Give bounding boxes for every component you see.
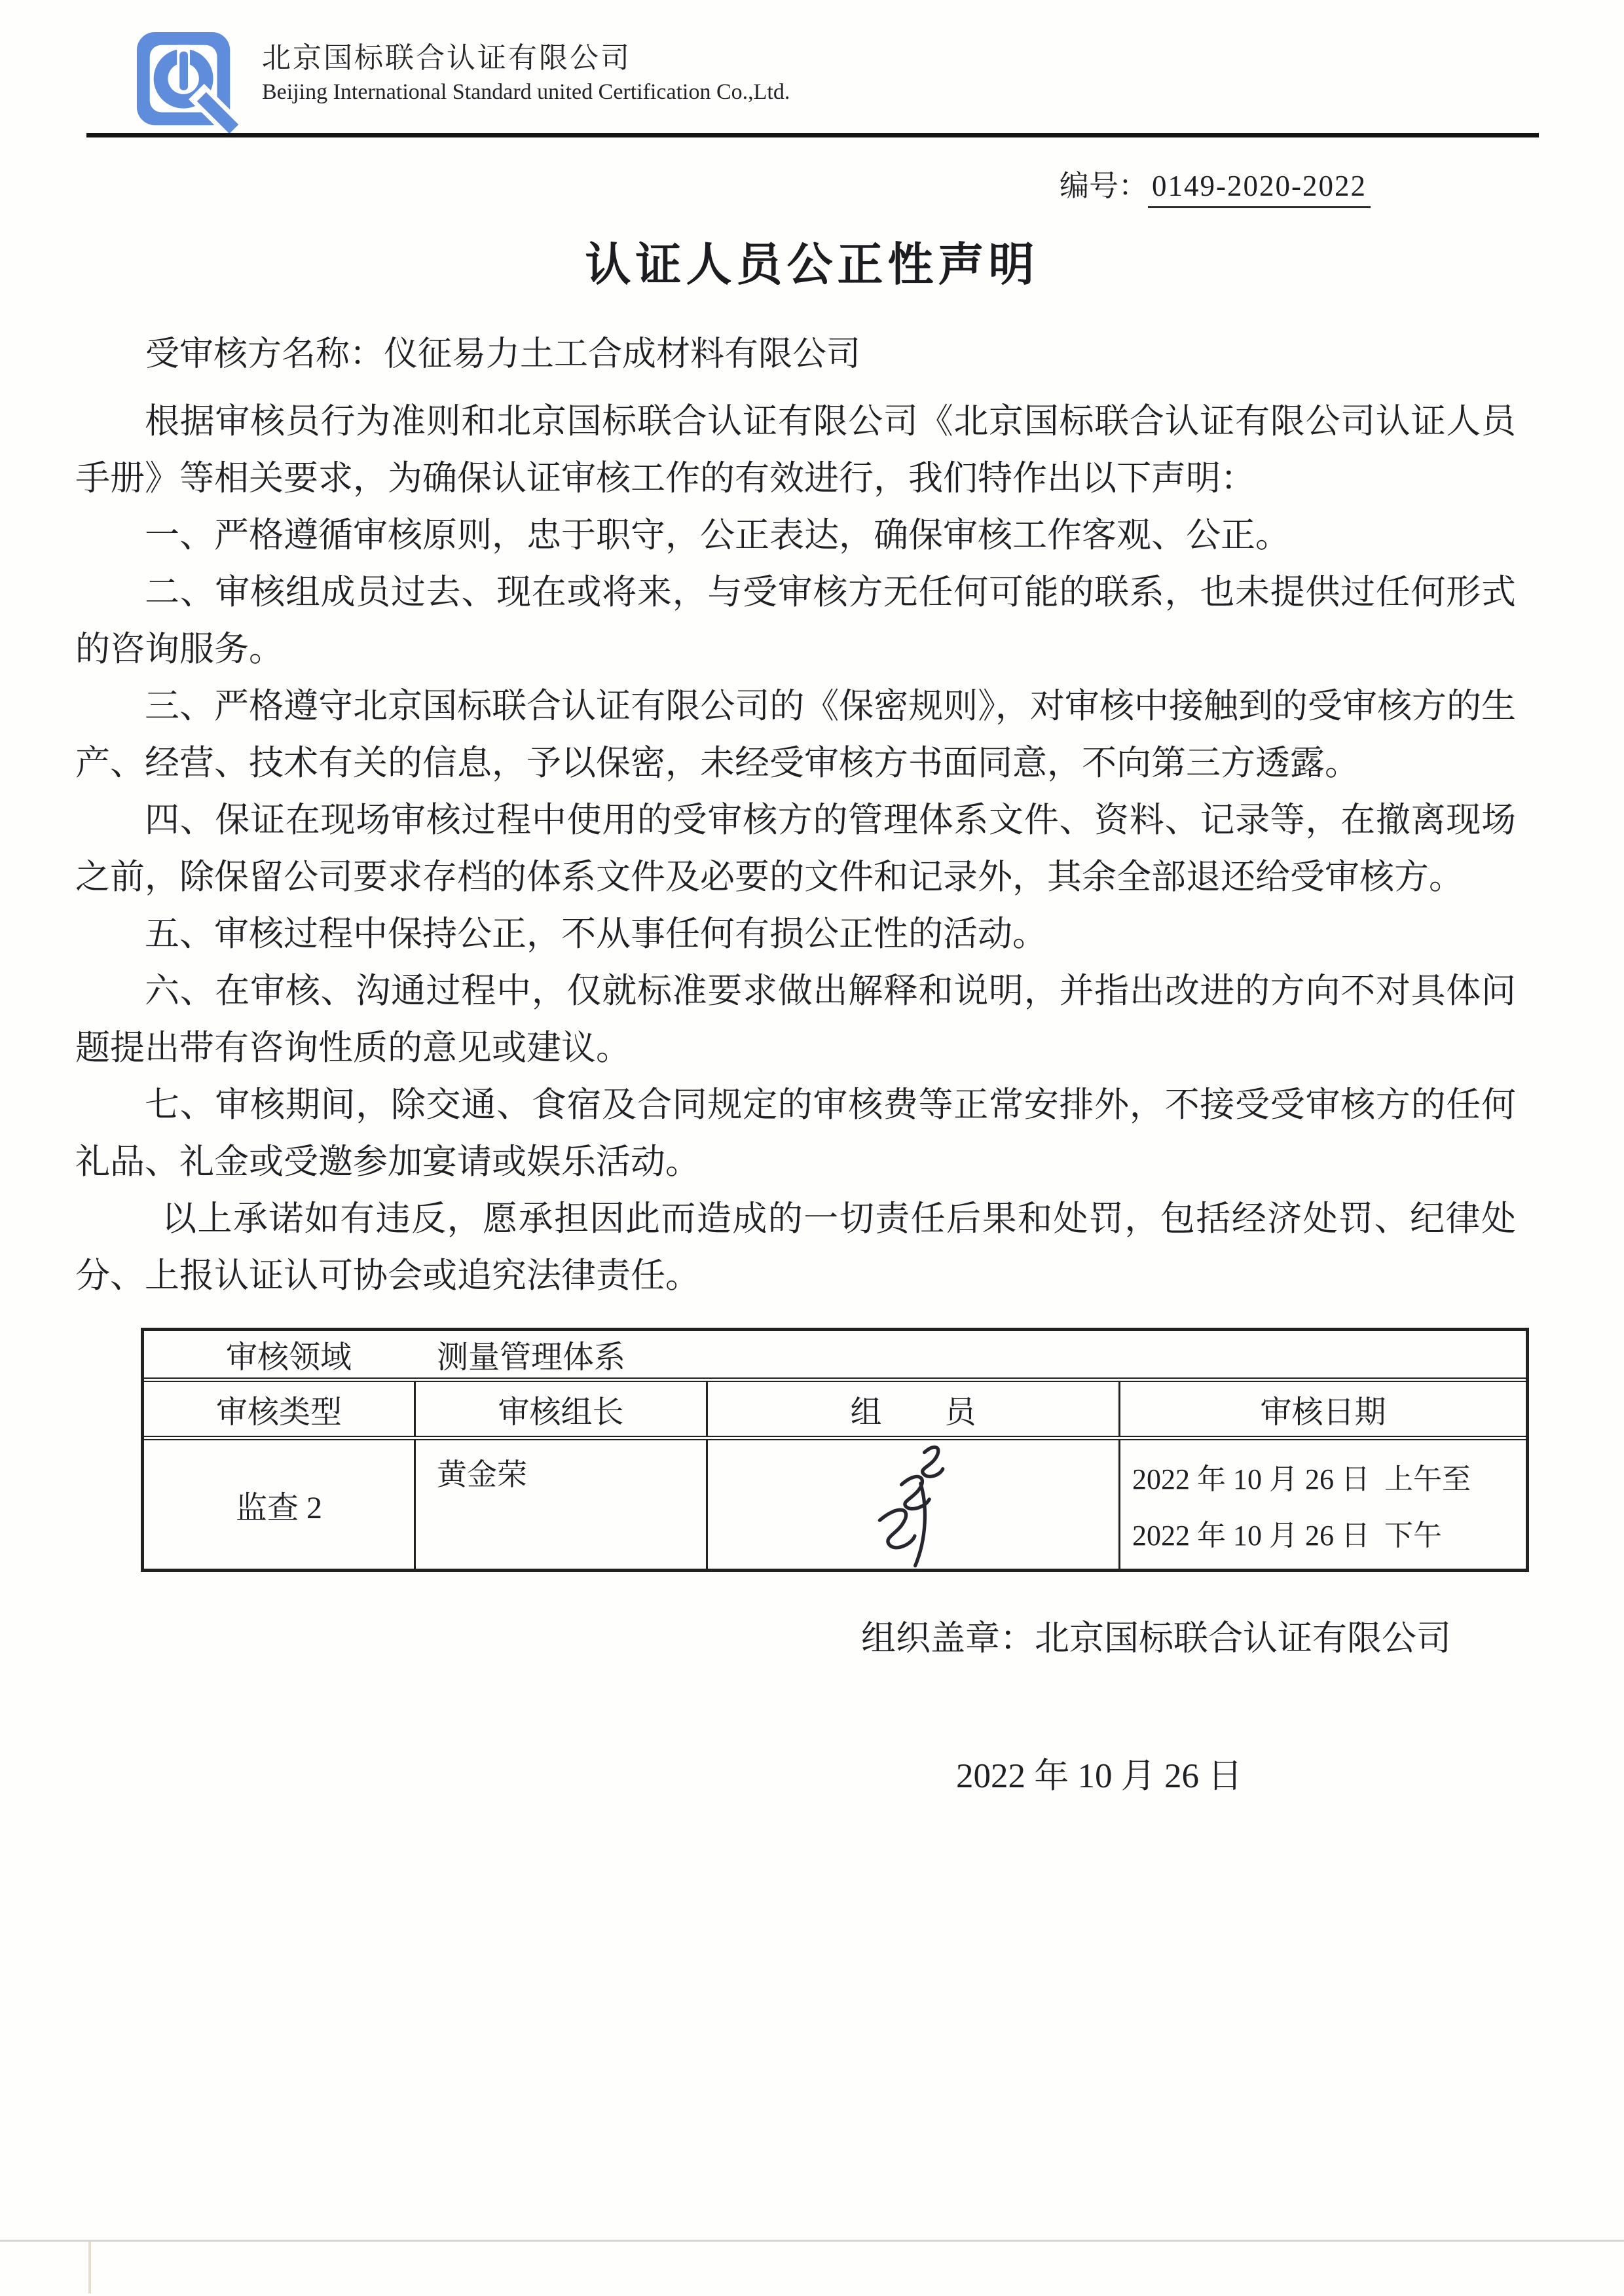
organization-stamp-line [861, 1611, 1451, 1660]
paragraph-item-3: 三、严格遵守北京国标联合认证有限公司的《保密规则》，对审核中接触到的受审核方的生产、经营、技术有关的信息，予以保密，未经受审核方书面同意，不向第三方透露。 [75, 687, 1516, 782]
auditee-value: 仪征易力土工合成材料有限公司 [384, 336, 861, 373]
paragraph-item-4: 四、保证在现场审核过程中使用的受审核方的管理体系文件、资料、记录等，在撤离现场之前，除保留公司要求存档的体系文件及必要的文件和记录外，其余全部退还给受审核方。 [75, 801, 1516, 896]
table-header-row [144, 1382, 1526, 1440]
stamp-value: 北京国标联合认证有限公司 [1035, 1620, 1451, 1658]
team-leader-cell: 黄金荣 [416, 1440, 708, 1569]
paragraph-item-1: 一、严格遵循审核原则，忠于职守，公正表达，确保审核工作客观、公正。 [145, 517, 1290, 555]
company-logo-icon [134, 29, 244, 139]
paragraph-item-7: 七、审核期间，除交通、食宿及合同规定的审核费等正常安排外，不接受受审核方的任何礼品、礼金或受邀参加宴请或娱乐活动。 [75, 1086, 1516, 1181]
member-signature-cell [708, 1440, 1120, 1569]
paragraph-item-5: 五、审核过程中保持公正，不从事任何有损公正性的活动。 [145, 915, 1047, 953]
audit-info-table [141, 1328, 1529, 1572]
paragraph-item-6: 六、在审核、沟通过程中，仅就标准要求做出解释和说明，并指出改进的方向不对具体问题提出带有咨询性质的意见或建议。 [75, 972, 1516, 1067]
signing-date: 2022 年 10 月 26 日 [956, 1757, 1243, 1795]
scan-artifact-horizontal-line [0, 2240, 1624, 2242]
audit-date-line-1: 2022 年 10 月 26 日 上午至 [1132, 1463, 1471, 1495]
paragraph-intro: 根据审核员行为准则和北京国标联合认证有限公司《北京国标联合认证有限公司认证人员手册》等相关要求，为确保认证审核工作的有效进行，我们特作出以下声明： [75, 403, 1516, 498]
scope-value: 测量管理体系 [437, 1340, 626, 1375]
audit-date-line-2: 2022 年 10 月 26 日 下午 [1132, 1520, 1442, 1552]
page-title: 认证人员公正性声明 [585, 240, 1039, 291]
handwritten-signature [846, 1436, 980, 1578]
document-number-label: 编号： [1060, 170, 1149, 202]
column-header-team-leader: 审核组长 [416, 1382, 708, 1436]
company-name-cn: 北京国标联合认证有限公司 [262, 42, 631, 74]
statement-body [75, 393, 1516, 1305]
auditee-line [145, 326, 860, 375]
document-number-value: 0149-2020-2022 [1148, 170, 1371, 208]
scope-label: 审核领域 [226, 1340, 352, 1375]
audit-date-cell [1120, 1440, 1526, 1569]
document-number [1060, 162, 1371, 204]
table-data-row [144, 1440, 1526, 1569]
column-header-audit-date: 审核日期 [1260, 1394, 1386, 1430]
column-header-member: 组 员 [708, 1382, 1120, 1436]
paragraph-commitment: 以上承诺如有违反，愿承担因此而造成的一切责任后果和处罚，包括经济处罚、纪律处分、上报认证认可协会或追究法律责任。 [75, 1200, 1516, 1295]
company-name-en: Beijing International Standard united Certification Co.,Ltd. [262, 80, 790, 104]
table-scope-row [144, 1331, 1526, 1382]
scan-artifact-vertical-line [88, 2241, 91, 2293]
stamp-label: 组织盖章： [861, 1620, 1035, 1658]
auditee-label: 受审核方名称： [145, 336, 384, 373]
audit-type-cell: 监查 2 [144, 1440, 416, 1569]
column-header-audit-type: 审核类型 [144, 1382, 416, 1436]
paragraph-item-2: 二、审核组成员过去、现在或将来，与受审核方无任何可能的联系，也未提供过任何形式的咨询服务。 [75, 574, 1516, 668]
header-divider [86, 133, 1539, 137]
